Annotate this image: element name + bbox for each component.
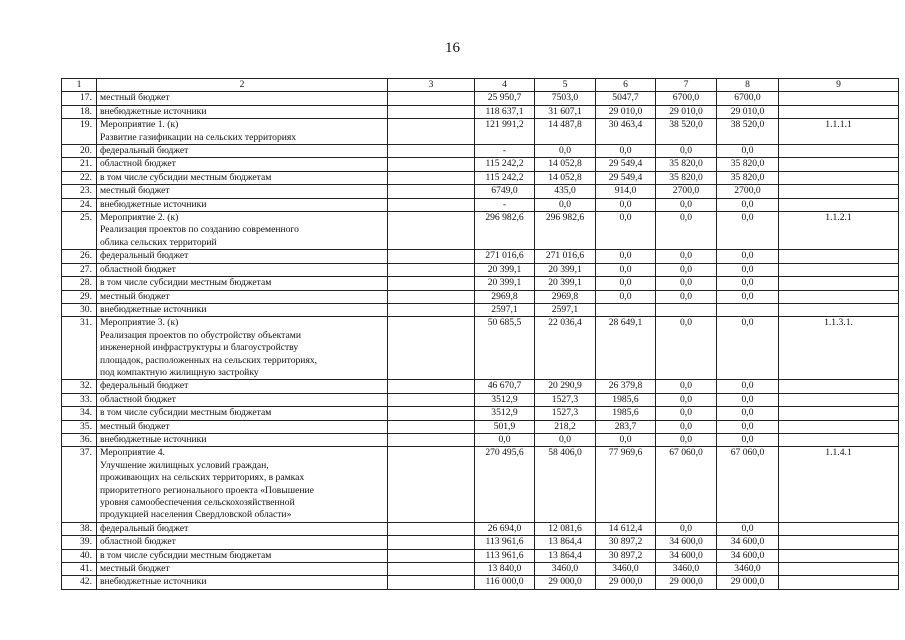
row-number: 21. bbox=[62, 158, 97, 171]
year4-cell: 38 520,0 bbox=[717, 119, 779, 145]
year2-cell: 0,0 bbox=[596, 212, 656, 250]
row-number: 20. bbox=[62, 145, 97, 158]
year4-cell: 29 000,0 bbox=[717, 576, 779, 589]
total-cell: 296 982,6 bbox=[475, 212, 535, 250]
row-label: внебюджетные источники bbox=[97, 433, 388, 446]
year4-cell: 6700,0 bbox=[717, 92, 779, 105]
col3-cell bbox=[388, 277, 475, 290]
col3-cell bbox=[388, 549, 475, 562]
table-header-row bbox=[62, 79, 899, 92]
row-number: 32. bbox=[62, 380, 97, 393]
year3-cell: 34 600,0 bbox=[656, 549, 717, 562]
year4-cell: 2700,0 bbox=[717, 185, 779, 198]
year4-cell: 0,0 bbox=[717, 198, 779, 211]
row-number: 41. bbox=[62, 563, 97, 576]
total-cell: 271 016,6 bbox=[475, 250, 535, 263]
table-row bbox=[62, 447, 899, 522]
total-cell: 501,9 bbox=[475, 420, 535, 433]
target-ref-cell bbox=[779, 185, 899, 198]
year3-cell: 34 600,0 bbox=[656, 536, 717, 549]
year3-cell: 35 820,0 bbox=[656, 171, 717, 184]
target-ref-cell bbox=[779, 250, 899, 263]
col3-cell bbox=[388, 119, 475, 145]
year1-cell: 2969,8 bbox=[535, 290, 596, 303]
target-ref-cell bbox=[779, 303, 899, 316]
total-cell: 20 399,1 bbox=[475, 263, 535, 276]
year2-cell: 0,0 bbox=[596, 250, 656, 263]
total-cell: 13 840,0 bbox=[475, 563, 535, 576]
total-cell: 3512,9 bbox=[475, 407, 535, 420]
total-cell: 116 000,0 bbox=[475, 576, 535, 589]
year2-cell: 914,0 bbox=[596, 185, 656, 198]
total-cell: 0,0 bbox=[475, 433, 535, 446]
year2-cell: 0,0 bbox=[596, 290, 656, 303]
year4-cell: 67 060,0 bbox=[717, 447, 779, 522]
year3-cell: 38 520,0 bbox=[656, 119, 717, 145]
row-label: Мероприятие 1. (к) Развитие газификации на сельских территориях bbox=[97, 119, 388, 145]
year2-cell: 28 649,1 bbox=[596, 317, 656, 380]
target-ref-cell bbox=[779, 433, 899, 446]
target-ref-cell bbox=[779, 549, 899, 562]
row-number: 24. bbox=[62, 198, 97, 211]
year2-cell: 29 549,4 bbox=[596, 158, 656, 171]
row-number: 37. bbox=[62, 447, 97, 522]
target-ref-cell bbox=[779, 277, 899, 290]
year3-cell: 2700,0 bbox=[656, 185, 717, 198]
col3-cell bbox=[388, 420, 475, 433]
year2-cell bbox=[596, 303, 656, 316]
col3-cell bbox=[388, 290, 475, 303]
year3-cell: 29 000,0 bbox=[656, 576, 717, 589]
column-header-2: 2 bbox=[97, 79, 388, 92]
year1-cell: 271 016,6 bbox=[535, 250, 596, 263]
column-header-3: 3 bbox=[388, 79, 475, 92]
year4-cell: 0,0 bbox=[717, 263, 779, 276]
total-cell: 26 694,0 bbox=[475, 522, 535, 535]
year2-cell: 30 463,4 bbox=[596, 119, 656, 145]
year1-cell: 14 487,8 bbox=[535, 119, 596, 145]
year2-cell: 1985,6 bbox=[596, 407, 656, 420]
year2-cell: 0,0 bbox=[596, 145, 656, 158]
year4-cell bbox=[717, 303, 779, 316]
year1-cell: 3460,0 bbox=[535, 563, 596, 576]
col3-cell bbox=[388, 105, 475, 118]
year4-cell: 0,0 bbox=[717, 277, 779, 290]
year1-cell: 14 052,8 bbox=[535, 171, 596, 184]
row-label: внебюджетные источники bbox=[97, 576, 388, 589]
target-ref-cell bbox=[779, 407, 899, 420]
year1-cell: 12 081,6 bbox=[535, 522, 596, 535]
table-row bbox=[62, 380, 899, 393]
table-row bbox=[62, 277, 899, 290]
year4-cell: 0,0 bbox=[717, 407, 779, 420]
target-ref-cell bbox=[779, 576, 899, 589]
year3-cell: 29 010,0 bbox=[656, 105, 717, 118]
year4-cell: 0,0 bbox=[717, 380, 779, 393]
page-number: 16 bbox=[445, 40, 460, 56]
year3-cell: 0,0 bbox=[656, 212, 717, 250]
year4-cell: 34 600,0 bbox=[717, 536, 779, 549]
table-row bbox=[62, 105, 899, 118]
table-row bbox=[62, 263, 899, 276]
table-row bbox=[62, 250, 899, 263]
year4-cell: 3460,0 bbox=[717, 563, 779, 576]
table-row bbox=[62, 92, 899, 105]
target-ref-cell bbox=[779, 158, 899, 171]
year4-cell: 0,0 bbox=[717, 393, 779, 406]
year4-cell: 0,0 bbox=[717, 145, 779, 158]
row-number: 31. bbox=[62, 317, 97, 380]
year4-cell: 0,0 bbox=[717, 317, 779, 380]
row-label: Мероприятие 2. (к) Реализация проектов по созданию современного облика сельских территорий bbox=[97, 212, 388, 250]
total-cell: 2969,8 bbox=[475, 290, 535, 303]
row-label: местный бюджет bbox=[97, 290, 388, 303]
year1-cell: 0,0 bbox=[535, 145, 596, 158]
year3-cell: 0,0 bbox=[656, 407, 717, 420]
col3-cell bbox=[388, 380, 475, 393]
row-label: в том числе субсидии местным бюджетам bbox=[97, 549, 388, 562]
row-label: областной бюджет bbox=[97, 536, 388, 549]
row-label: федеральный бюджет bbox=[97, 522, 388, 535]
table-row bbox=[62, 563, 899, 576]
table-row bbox=[62, 198, 899, 211]
year1-cell: 218,2 bbox=[535, 420, 596, 433]
row-number: 26. bbox=[62, 250, 97, 263]
col3-cell bbox=[388, 171, 475, 184]
total-cell: 50 685,5 bbox=[475, 317, 535, 380]
target-ref-cell bbox=[779, 105, 899, 118]
col3-cell bbox=[388, 536, 475, 549]
col3-cell bbox=[388, 198, 475, 211]
col3-cell bbox=[388, 145, 475, 158]
target-ref-cell bbox=[779, 92, 899, 105]
year1-cell: 7503,0 bbox=[535, 92, 596, 105]
table-row bbox=[62, 119, 899, 145]
year3-cell: 0,0 bbox=[656, 250, 717, 263]
table-row bbox=[62, 317, 899, 380]
year4-cell: 0,0 bbox=[717, 212, 779, 250]
row-number: 35. bbox=[62, 420, 97, 433]
year2-cell: 30 897,2 bbox=[596, 549, 656, 562]
total-cell: 46 670,7 bbox=[475, 380, 535, 393]
target-ref-cell: 1.1.2.1 bbox=[779, 212, 899, 250]
column-header-5: 5 bbox=[535, 79, 596, 92]
row-number: 36. bbox=[62, 433, 97, 446]
row-number: 28. bbox=[62, 277, 97, 290]
year3-cell: 0,0 bbox=[656, 433, 717, 446]
budget-table bbox=[61, 78, 899, 590]
year4-cell: 0,0 bbox=[717, 290, 779, 303]
row-number: 42. bbox=[62, 576, 97, 589]
row-number: 30. bbox=[62, 303, 97, 316]
year2-cell: 29 000,0 bbox=[596, 576, 656, 589]
year1-cell: 435,0 bbox=[535, 185, 596, 198]
row-number: 33. bbox=[62, 393, 97, 406]
year2-cell: 0,0 bbox=[596, 433, 656, 446]
total-cell: 2597,1 bbox=[475, 303, 535, 316]
year1-cell: 13 864,4 bbox=[535, 536, 596, 549]
row-number: 23. bbox=[62, 185, 97, 198]
year2-cell: 29 010,0 bbox=[596, 105, 656, 118]
col3-cell bbox=[388, 317, 475, 380]
year1-cell: 58 406,0 bbox=[535, 447, 596, 522]
target-ref-cell bbox=[779, 380, 899, 393]
row-label: областной бюджет bbox=[97, 158, 388, 171]
col3-cell bbox=[388, 92, 475, 105]
year3-cell: 0,0 bbox=[656, 198, 717, 211]
col3-cell bbox=[388, 522, 475, 535]
total-cell: 270 495,6 bbox=[475, 447, 535, 522]
col3-cell bbox=[388, 393, 475, 406]
table-row bbox=[62, 145, 899, 158]
year4-cell: 35 820,0 bbox=[717, 158, 779, 171]
column-header-9: 9 bbox=[779, 79, 899, 92]
target-ref-cell bbox=[779, 263, 899, 276]
year3-cell: 0,0 bbox=[656, 290, 717, 303]
total-cell: 118 637,1 bbox=[475, 105, 535, 118]
year4-cell: 0,0 bbox=[717, 433, 779, 446]
table-row bbox=[62, 420, 899, 433]
target-ref-cell bbox=[779, 420, 899, 433]
table-row bbox=[62, 433, 899, 446]
year1-cell: 1527,3 bbox=[535, 407, 596, 420]
year3-cell: 0,0 bbox=[656, 393, 717, 406]
total-cell: 113 961,6 bbox=[475, 536, 535, 549]
target-ref-cell: 1.1.4.1 bbox=[779, 447, 899, 522]
table-row bbox=[62, 536, 899, 549]
year2-cell: 30 897,2 bbox=[596, 536, 656, 549]
target-ref-cell bbox=[779, 563, 899, 576]
row-label: федеральный бюджет bbox=[97, 145, 388, 158]
year3-cell bbox=[656, 303, 717, 316]
row-number: 25. bbox=[62, 212, 97, 250]
row-label: Мероприятие 3. (к) Реализация проектов по обустройству объектами инженерной инфраструктуры и благоустройству площадок, расположенных на сельских территориях, под компактную жилищную застройку bbox=[97, 317, 388, 380]
year3-cell: 35 820,0 bbox=[656, 158, 717, 171]
year1-cell: 13 864,4 bbox=[535, 549, 596, 562]
row-label: местный бюджет bbox=[97, 185, 388, 198]
row-number: 22. bbox=[62, 171, 97, 184]
row-number: 18. bbox=[62, 105, 97, 118]
year3-cell: 0,0 bbox=[656, 277, 717, 290]
col3-cell bbox=[388, 447, 475, 522]
target-ref-cell bbox=[779, 393, 899, 406]
year2-cell: 14 612,4 bbox=[596, 522, 656, 535]
year3-cell: 0,0 bbox=[656, 317, 717, 380]
year3-cell: 0,0 bbox=[656, 380, 717, 393]
total-cell: 6749,0 bbox=[475, 185, 535, 198]
column-header-7: 7 bbox=[656, 79, 717, 92]
row-label: областной бюджет bbox=[97, 263, 388, 276]
year4-cell: 0,0 bbox=[717, 250, 779, 263]
col3-cell bbox=[388, 185, 475, 198]
year2-cell: 0,0 bbox=[596, 198, 656, 211]
total-cell: 121 991,2 bbox=[475, 119, 535, 145]
year2-cell: 1985,6 bbox=[596, 393, 656, 406]
target-ref-cell bbox=[779, 522, 899, 535]
row-label: федеральный бюджет bbox=[97, 250, 388, 263]
year1-cell: 296 982,6 bbox=[535, 212, 596, 250]
total-cell: - bbox=[475, 145, 535, 158]
year1-cell: 29 000,0 bbox=[535, 576, 596, 589]
year2-cell: 283,7 bbox=[596, 420, 656, 433]
year2-cell: 77 969,6 bbox=[596, 447, 656, 522]
row-label: внебюджетные источники bbox=[97, 198, 388, 211]
target-ref-cell bbox=[779, 198, 899, 211]
row-label: местный бюджет bbox=[97, 92, 388, 105]
row-label: местный бюджет bbox=[97, 420, 388, 433]
col3-cell bbox=[388, 563, 475, 576]
year4-cell: 35 820,0 bbox=[717, 171, 779, 184]
year1-cell: 1527,3 bbox=[535, 393, 596, 406]
target-ref-cell bbox=[779, 145, 899, 158]
year1-cell: 20 290,9 bbox=[535, 380, 596, 393]
total-cell: 113 961,6 bbox=[475, 549, 535, 562]
row-number: 34. bbox=[62, 407, 97, 420]
target-ref-cell bbox=[779, 536, 899, 549]
year1-cell: 20 399,1 bbox=[535, 263, 596, 276]
year4-cell: 29 010,0 bbox=[717, 105, 779, 118]
year1-cell: 0,0 bbox=[535, 433, 596, 446]
table-row bbox=[62, 171, 899, 184]
year3-cell: 0,0 bbox=[656, 420, 717, 433]
year1-cell: 20 399,1 bbox=[535, 277, 596, 290]
year2-cell: 3460,0 bbox=[596, 563, 656, 576]
total-cell: - bbox=[475, 198, 535, 211]
total-cell: 3512,9 bbox=[475, 393, 535, 406]
year2-cell: 0,0 bbox=[596, 277, 656, 290]
row-label: в том числе субсидии местным бюджетам bbox=[97, 407, 388, 420]
table-row bbox=[62, 185, 899, 198]
year4-cell: 0,0 bbox=[717, 522, 779, 535]
table-row bbox=[62, 549, 899, 562]
col3-cell bbox=[388, 158, 475, 171]
year3-cell: 3460,0 bbox=[656, 563, 717, 576]
target-ref-cell bbox=[779, 290, 899, 303]
total-cell: 25 950,7 bbox=[475, 92, 535, 105]
row-number: 39. bbox=[62, 536, 97, 549]
row-number: 29. bbox=[62, 290, 97, 303]
col3-cell bbox=[388, 576, 475, 589]
year3-cell: 0,0 bbox=[656, 522, 717, 535]
year1-cell: 14 052,8 bbox=[535, 158, 596, 171]
row-label: внебюджетные источники bbox=[97, 105, 388, 118]
year1-cell: 22 036,4 bbox=[535, 317, 596, 380]
row-number: 19. bbox=[62, 119, 97, 145]
col3-cell bbox=[388, 433, 475, 446]
row-label: внебюджетные источники bbox=[97, 303, 388, 316]
col3-cell bbox=[388, 263, 475, 276]
col3-cell bbox=[388, 250, 475, 263]
year3-cell: 0,0 bbox=[656, 263, 717, 276]
table-row bbox=[62, 303, 899, 316]
year1-cell: 31 607,1 bbox=[535, 105, 596, 118]
row-number: 17. bbox=[62, 92, 97, 105]
year4-cell: 0,0 bbox=[717, 420, 779, 433]
year2-cell: 0,0 bbox=[596, 263, 656, 276]
column-header-8: 8 bbox=[717, 79, 779, 92]
table-row bbox=[62, 212, 899, 250]
table-row bbox=[62, 576, 899, 589]
year2-cell: 26 379,8 bbox=[596, 380, 656, 393]
target-ref-cell: 1.1.3.1. bbox=[779, 317, 899, 380]
col3-cell bbox=[388, 303, 475, 316]
column-header-4: 4 bbox=[475, 79, 535, 92]
row-label: местный бюджет bbox=[97, 563, 388, 576]
row-number: 27. bbox=[62, 263, 97, 276]
total-cell: 115 242,2 bbox=[475, 171, 535, 184]
target-ref-cell bbox=[779, 171, 899, 184]
row-label: федеральный бюджет bbox=[97, 380, 388, 393]
target-ref-cell: 1.1.1.1 bbox=[779, 119, 899, 145]
col3-cell bbox=[388, 212, 475, 250]
year3-cell: 0,0 bbox=[656, 145, 717, 158]
year1-cell: 2597,1 bbox=[535, 303, 596, 316]
year2-cell: 5047,7 bbox=[596, 92, 656, 105]
total-cell: 115 242,2 bbox=[475, 158, 535, 171]
column-header-6: 6 bbox=[596, 79, 656, 92]
row-label: в том числе субсидии местным бюджетам bbox=[97, 171, 388, 184]
row-number: 38. bbox=[62, 522, 97, 535]
year3-cell: 67 060,0 bbox=[656, 447, 717, 522]
col3-cell bbox=[388, 407, 475, 420]
year2-cell: 29 549,4 bbox=[596, 171, 656, 184]
row-number: 40. bbox=[62, 549, 97, 562]
table-row bbox=[62, 393, 899, 406]
total-cell: 20 399,1 bbox=[475, 277, 535, 290]
row-label: областной бюджет bbox=[97, 393, 388, 406]
table-row bbox=[62, 290, 899, 303]
row-label: в том числе субсидии местным бюджетам bbox=[97, 277, 388, 290]
table-row bbox=[62, 522, 899, 535]
table-row bbox=[62, 158, 899, 171]
row-label: Мероприятие 4. Улучшение жилищных условий граждан, проживающих на сельских территориях, в рамках приоритетного регионального проекта «Повышение уровня самообеспечения сельскохозяйственной продукцией населения Свердловской области» bbox=[97, 447, 388, 522]
table-row bbox=[62, 407, 899, 420]
year3-cell: 6700,0 bbox=[656, 92, 717, 105]
year1-cell: 0,0 bbox=[535, 198, 596, 211]
year4-cell: 34 600,0 bbox=[717, 549, 779, 562]
column-header-1: 1 bbox=[62, 79, 97, 92]
